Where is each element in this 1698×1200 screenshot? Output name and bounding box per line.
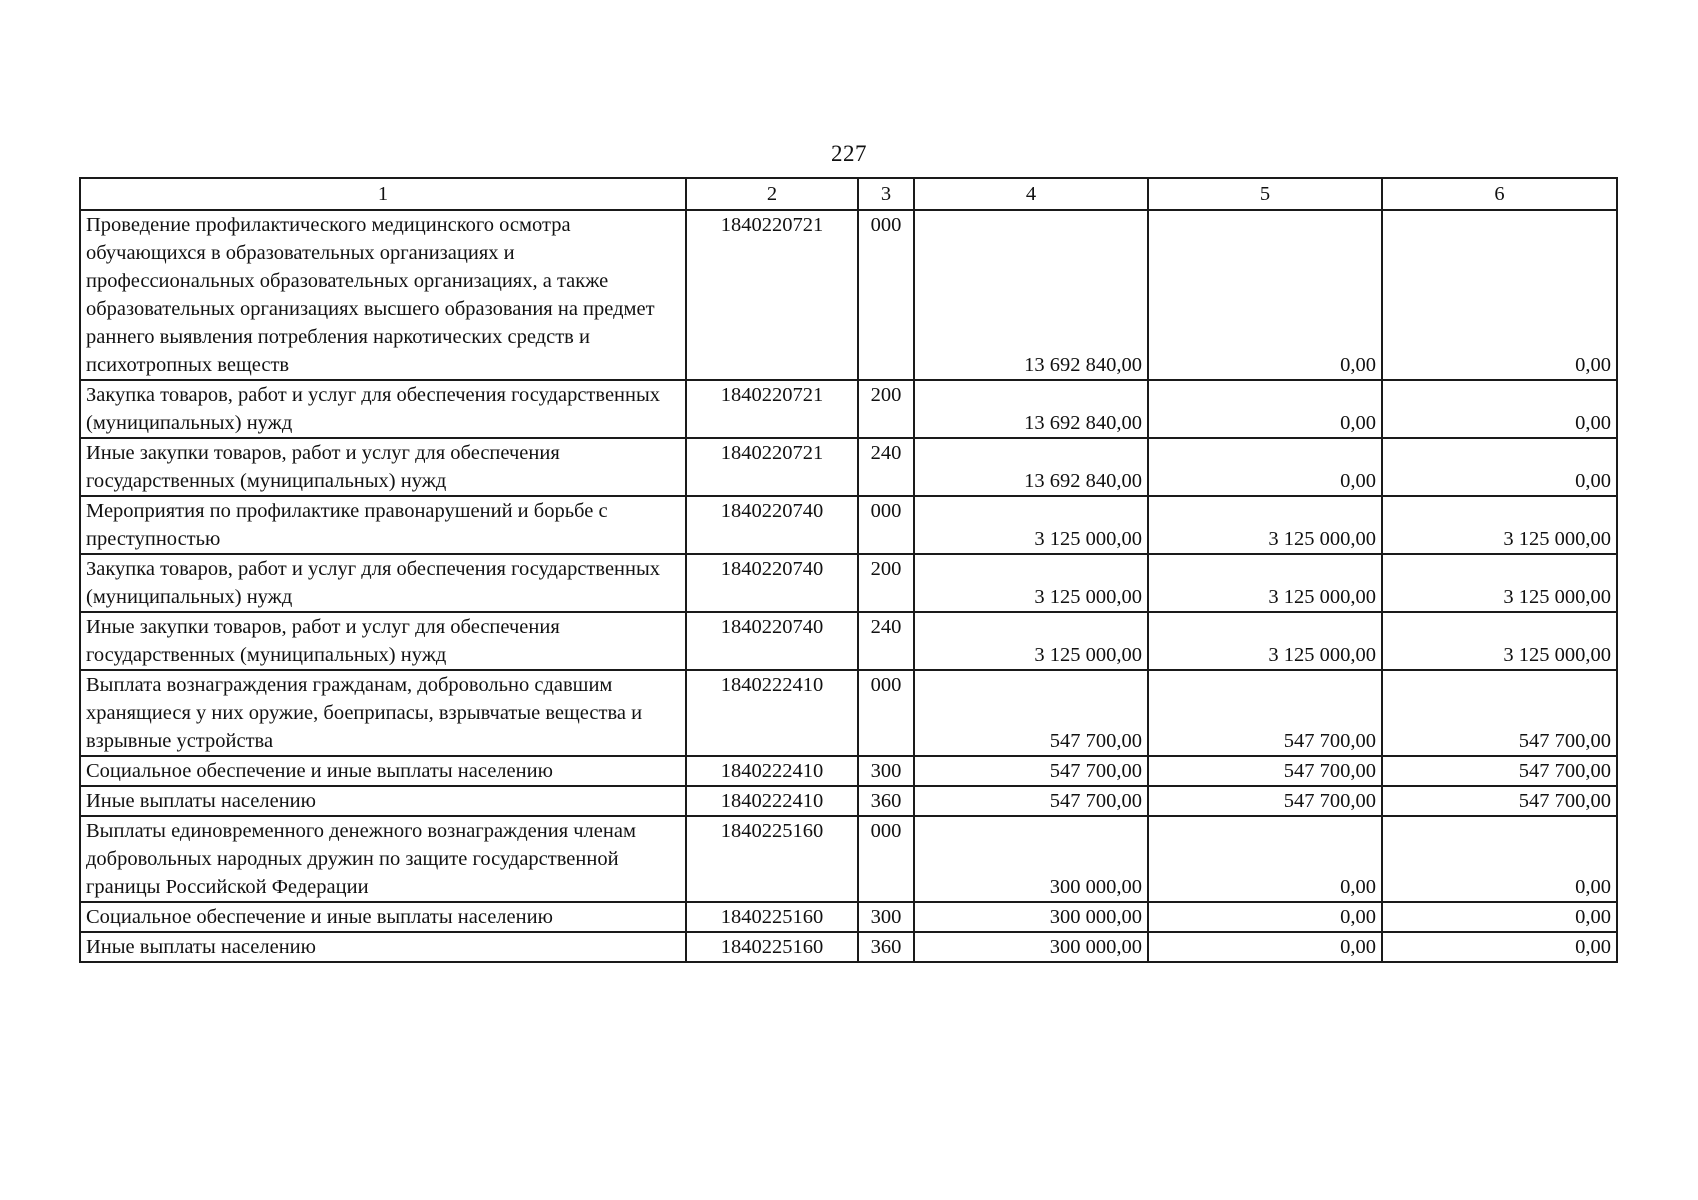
row-expense-type-cell: 000: [858, 816, 914, 902]
row-name-cell: Иные закупки товаров, работ и услуг для обеспечения государственных (муниципальных) нужд: [80, 612, 686, 670]
row-amount-5-cell: 3 125 000,00: [1148, 612, 1382, 670]
row-expense-type-cell: 240: [858, 438, 914, 496]
row-amount-6-cell: 0,00: [1382, 932, 1617, 962]
row-amount-4-cell: 3 125 000,00: [914, 496, 1148, 554]
row-expense-type-cell: 300: [858, 902, 914, 932]
header-cell-2: 2: [686, 178, 858, 210]
row-name-cell: Иные выплаты населению: [80, 786, 686, 816]
header-cell-3: 3: [858, 178, 914, 210]
table-body: [80, 210, 1617, 962]
row-amount-5-cell: 547 700,00: [1148, 786, 1382, 816]
row-code-cell: 1840222410: [686, 756, 858, 786]
row-expense-type-cell: 360: [858, 932, 914, 962]
row-amount-6-cell: 3 125 000,00: [1382, 496, 1617, 554]
row-expense-type-cell: 360: [858, 786, 914, 816]
row-name-cell: Иные закупки товаров, работ и услуг для обеспечения государственных (муниципальных) нужд: [80, 438, 686, 496]
row-expense-type-cell: 000: [858, 670, 914, 756]
row-amount-6-cell: 0,00: [1382, 210, 1617, 380]
row-expense-type-cell: 300: [858, 756, 914, 786]
row-name-cell: Социальное обеспечение и иные выплаты населению: [80, 902, 686, 932]
row-amount-6-cell: 0,00: [1382, 438, 1617, 496]
row-amount-5-cell: 547 700,00: [1148, 670, 1382, 756]
row-name-cell: Выплата вознаграждения гражданам, добровольно сдавшим хранящиеся у них оружие, боеприпасы, взрывчатые вещества и взрывные устройства: [80, 670, 686, 756]
row-expense-type-cell: 000: [858, 210, 914, 380]
row-amount-6-cell: 3 125 000,00: [1382, 612, 1617, 670]
row-amount-5-cell: 3 125 000,00: [1148, 554, 1382, 612]
row-code-cell: 1840220740: [686, 496, 858, 554]
table-row: [80, 816, 1617, 902]
header-cell-4: 4: [914, 178, 1148, 210]
row-amount-5-cell: 0,00: [1148, 816, 1382, 902]
row-amount-4-cell: 13 692 840,00: [914, 210, 1148, 380]
row-amount-5-cell: 0,00: [1148, 902, 1382, 932]
row-amount-6-cell: 0,00: [1382, 816, 1617, 902]
row-amount-5-cell: 547 700,00: [1148, 756, 1382, 786]
row-amount-6-cell: 547 700,00: [1382, 756, 1617, 786]
table-row: [80, 786, 1617, 816]
row-code-cell: 1840225160: [686, 902, 858, 932]
row-amount-4-cell: 300 000,00: [914, 902, 1148, 932]
budget-table: [79, 177, 1618, 963]
row-amount-5-cell: 3 125 000,00: [1148, 496, 1382, 554]
row-amount-4-cell: 3 125 000,00: [914, 612, 1148, 670]
table-row: [80, 670, 1617, 756]
table-row: [80, 496, 1617, 554]
row-amount-6-cell: 3 125 000,00: [1382, 554, 1617, 612]
table-row: [80, 380, 1617, 438]
row-amount-4-cell: 3 125 000,00: [914, 554, 1148, 612]
row-code-cell: 1840220740: [686, 612, 858, 670]
table-row: [80, 554, 1617, 612]
row-expense-type-cell: 000: [858, 496, 914, 554]
row-amount-6-cell: 547 700,00: [1382, 786, 1617, 816]
row-amount-5-cell: 0,00: [1148, 932, 1382, 962]
row-code-cell: 1840220721: [686, 210, 858, 380]
row-amount-6-cell: 547 700,00: [1382, 670, 1617, 756]
row-expense-type-cell: 200: [858, 380, 914, 438]
row-amount-5-cell: 0,00: [1148, 438, 1382, 496]
row-code-cell: 1840222410: [686, 786, 858, 816]
table-row: [80, 902, 1617, 932]
row-expense-type-cell: 200: [858, 554, 914, 612]
row-code-cell: 1840220740: [686, 554, 858, 612]
row-expense-type-cell: 240: [858, 612, 914, 670]
row-code-cell: 1840222410: [686, 670, 858, 756]
row-amount-4-cell: 300 000,00: [914, 816, 1148, 902]
header-row: [80, 178, 1617, 210]
row-amount-4-cell: 13 692 840,00: [914, 438, 1148, 496]
row-code-cell: 1840225160: [686, 932, 858, 962]
row-name-cell: Закупка товаров, работ и услуг для обеспечения государственных (муниципальных) нужд: [80, 380, 686, 438]
row-name-cell: Выплаты единовременного денежного вознаграждения членам добровольных народных дружин по защите государственной границы Российской Федерации: [80, 816, 686, 902]
table-header: [80, 178, 1617, 210]
header-cell-1: 1: [80, 178, 686, 210]
row-amount-6-cell: 0,00: [1382, 902, 1617, 932]
row-code-cell: 1840220721: [686, 380, 858, 438]
table-row: [80, 210, 1617, 380]
row-amount-4-cell: 547 700,00: [914, 786, 1148, 816]
row-amount-4-cell: 13 692 840,00: [914, 380, 1148, 438]
header-cell-6: 6: [1382, 178, 1617, 210]
row-name-cell: Закупка товаров, работ и услуг для обеспечения государственных (муниципальных) нужд: [80, 554, 686, 612]
row-code-cell: 1840220721: [686, 438, 858, 496]
row-amount-4-cell: 547 700,00: [914, 670, 1148, 756]
table-row: [80, 756, 1617, 786]
row-amount-6-cell: 0,00: [1382, 380, 1617, 438]
table-row: [80, 932, 1617, 962]
row-amount-4-cell: 547 700,00: [914, 756, 1148, 786]
row-name-cell: Иные выплаты населению: [80, 932, 686, 962]
table-row: [80, 612, 1617, 670]
row-code-cell: 1840225160: [686, 816, 858, 902]
row-name-cell: Социальное обеспечение и иные выплаты населению: [80, 756, 686, 786]
row-amount-4-cell: 300 000,00: [914, 932, 1148, 962]
row-amount-5-cell: 0,00: [1148, 380, 1382, 438]
page-number: 227: [831, 141, 867, 166]
header-cell-5: 5: [1148, 178, 1382, 210]
table-row: [80, 438, 1617, 496]
row-name-cell: Мероприятия по профилактике правонарушений и борьбе с преступностью: [80, 496, 686, 554]
row-amount-5-cell: 0,00: [1148, 210, 1382, 380]
row-name-cell: Проведение профилактического медицинского осмотра обучающихся в образовательных организациях и профессиональных образовательных организациях, а также образовательных организациях высшего образования на предмет раннего выявления потребления наркотических средств и психотропных веществ: [80, 210, 686, 380]
